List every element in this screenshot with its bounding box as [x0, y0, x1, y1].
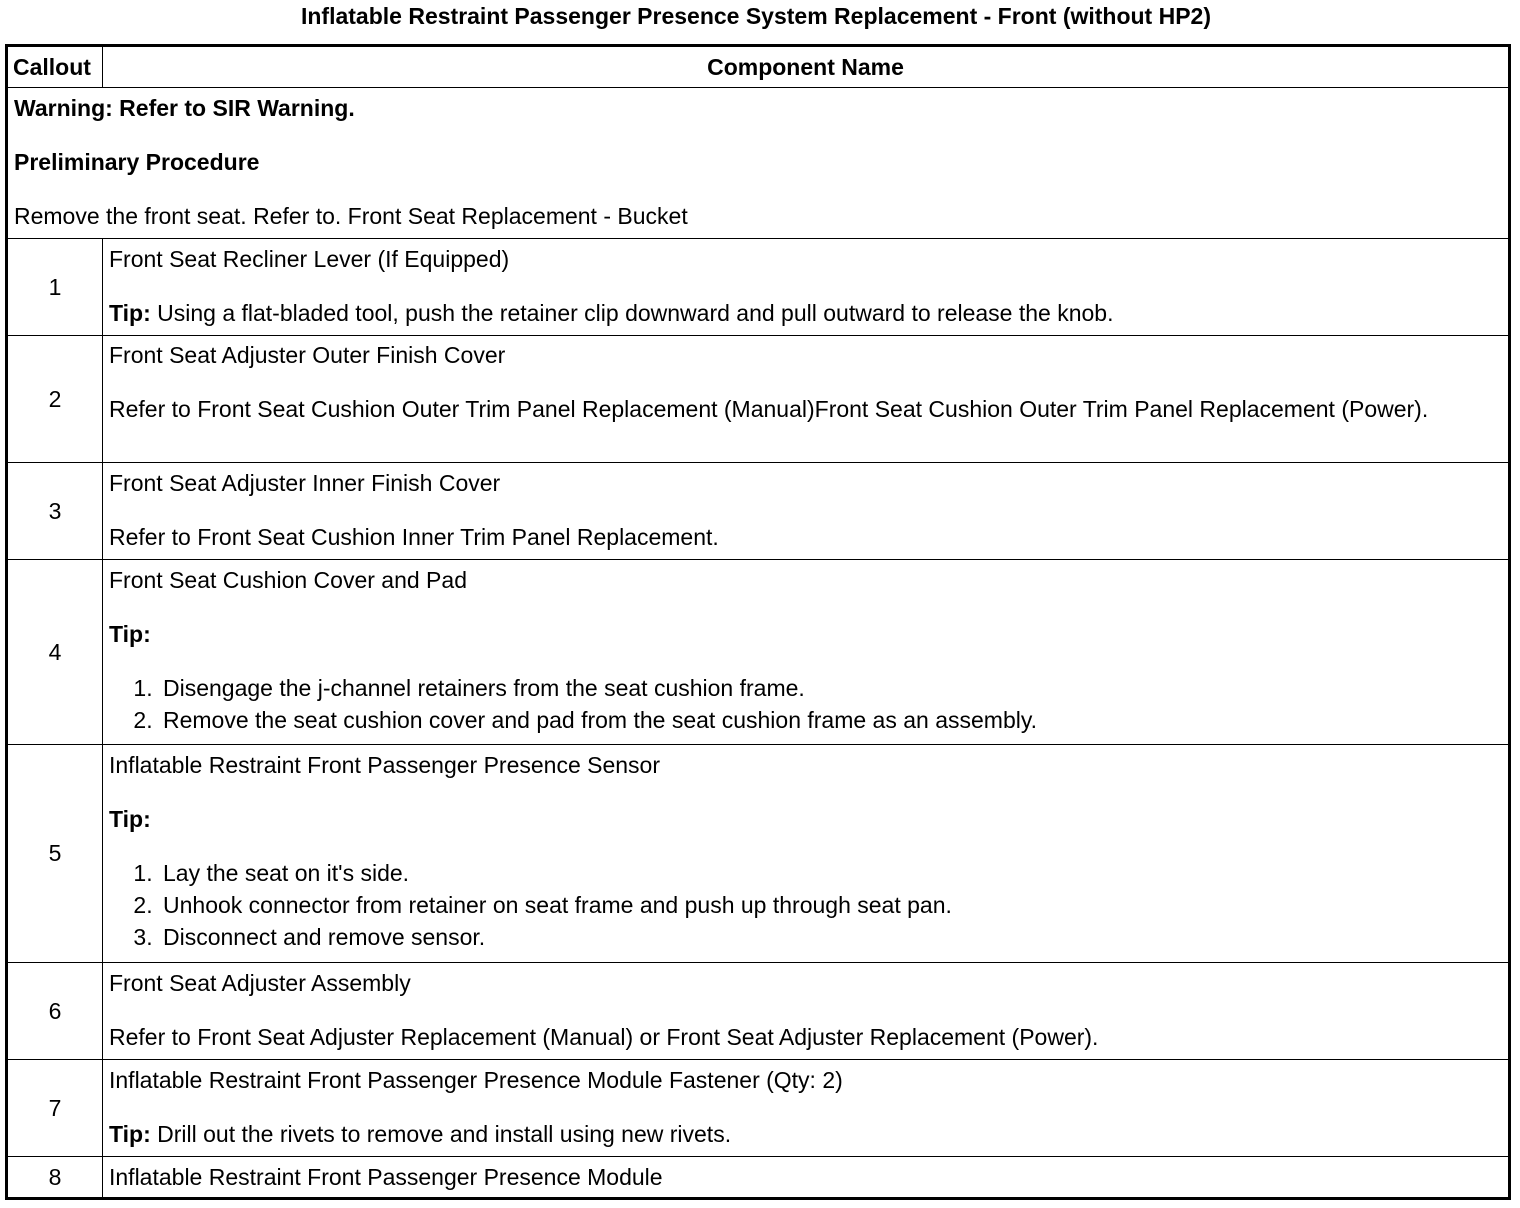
- callout-number: 6: [7, 963, 103, 1060]
- tip-line: [109, 297, 1502, 329]
- component-cell: [103, 963, 1510, 1060]
- tip-label: Tip:: [109, 806, 151, 832]
- step-list: [109, 672, 1502, 736]
- callout-number: 8: [7, 1157, 103, 1199]
- component-name: Inflatable Restraint Front Passenger Presence Module Fastener (Qty: 2): [109, 1067, 843, 1093]
- component-cell: [103, 336, 1510, 463]
- warning-text: Warning: Refer to SIR Warning.: [14, 95, 355, 121]
- procedure-table: [5, 44, 1511, 1200]
- step-item: 2. Unhook connector from retainer on seat frame and push up through seat pan.: [159, 889, 1502, 921]
- tip-text: Drill out the rivets to remove and install using new rivets.: [157, 1121, 732, 1147]
- component-name: Front Seat Cushion Cover and Pad: [109, 567, 467, 593]
- step-list: [109, 857, 1502, 953]
- table-row: [7, 560, 1510, 745]
- component-name-header: Component Name: [103, 46, 1510, 88]
- preliminary-row: [7, 88, 1510, 239]
- preliminary-heading: Preliminary Procedure: [14, 149, 260, 175]
- callout-number: 1: [7, 239, 103, 336]
- header-row: [7, 46, 1510, 88]
- step-item: 2. Remove the seat cushion cover and pad from the seat cushion frame as an assembly.: [159, 704, 1502, 736]
- tip-label: Tip:: [109, 300, 151, 326]
- component-note: Refer to Front Seat Cushion Outer Trim Panel Replacement (Manual)Front Seat Cushion Outer Trim Panel Replacement (Power).: [109, 396, 1429, 422]
- callout-number: 2: [7, 336, 103, 463]
- component-note: Refer to Front Seat Adjuster Replacement (Manual) or Front Seat Adjuster Replacement (Power).: [109, 1024, 1099, 1050]
- preliminary-text: Remove the front seat. Refer to. Front Seat Replacement - Bucket: [14, 203, 688, 229]
- component-cell: [103, 745, 1510, 963]
- tip-label: Tip:: [109, 1121, 151, 1147]
- component-name: Front Seat Adjuster Assembly: [109, 970, 411, 996]
- callout-number: 7: [7, 1060, 103, 1157]
- component-name: Front Seat Recliner Lever (If Equipped): [109, 246, 510, 272]
- table-row: [7, 239, 1510, 336]
- tip-label: Tip:: [109, 621, 151, 647]
- callout-number: 4: [7, 560, 103, 745]
- callout-number: 3: [7, 463, 103, 560]
- component-name: Inflatable Restraint Front Passenger Presence Module: [109, 1164, 663, 1190]
- table-row: [7, 1157, 1510, 1199]
- preliminary-cell: [7, 88, 1510, 239]
- component-note: Refer to Front Seat Cushion Inner Trim Panel Replacement.: [109, 524, 719, 550]
- component-name: Front Seat Adjuster Outer Finish Cover: [109, 342, 506, 368]
- callout-number: 5: [7, 745, 103, 963]
- step-item: 1. Lay the seat on it's side.: [159, 857, 1502, 889]
- table-row: [7, 745, 1510, 963]
- component-cell: [103, 239, 1510, 336]
- component-name: Inflatable Restraint Front Passenger Presence Sensor: [109, 752, 661, 778]
- table-row: [7, 963, 1510, 1060]
- step-item: 1. Disengage the j-channel retainers from the seat cushion frame.: [159, 672, 1502, 704]
- table-row: [7, 336, 1510, 463]
- component-cell: [103, 1157, 1510, 1199]
- component-name: Front Seat Adjuster Inner Finish Cover: [109, 470, 501, 496]
- tip-text: Using a flat-bladed tool, push the retainer clip downward and pull outward to release the knob.: [157, 300, 1114, 326]
- component-cell: [103, 463, 1510, 560]
- callout-header: Callout: [7, 46, 103, 88]
- table-row: [7, 463, 1510, 560]
- step-item: 3. Disconnect and remove sensor.: [159, 921, 1502, 953]
- tip-line: [109, 1118, 1502, 1150]
- table-row: [7, 1060, 1510, 1157]
- component-cell: [103, 560, 1510, 745]
- page-title: Inflatable Restraint Passenger Presence System Replacement - Front (without HP2): [300, 3, 1212, 29]
- component-cell: [103, 1060, 1510, 1157]
